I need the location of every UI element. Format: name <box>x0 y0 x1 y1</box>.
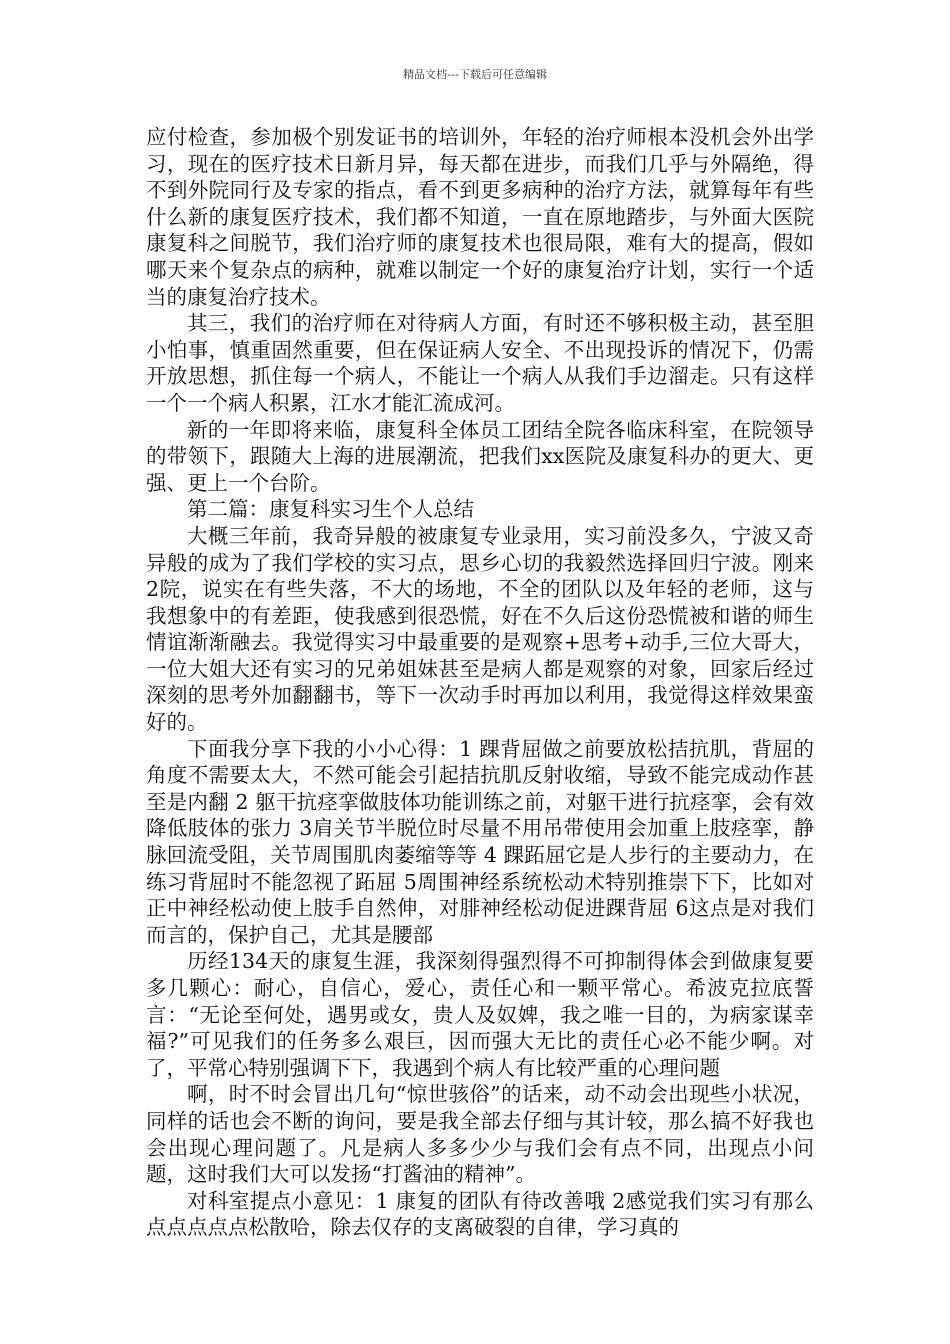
paragraph-3: 新的一年即将来临，康复科全体员工团结全院各临床科室，在院领导的带领下，跟随大上海的进展潮流，把我们xx医院及康复科办的更大、更强、更上一个台阶。 <box>146 417 814 495</box>
paragraph-4: 大概三年前，我奇异般的被康复专业录用，实习前没多久，宁波又奇异般的成为了我们学校的实习点，思乡心切的我毅然选择回归宁波。刚来2院，说实在有些失落，不大的场地，不全的团队以及年轻的老师，这与我想象中的有差距，使我感到很恐慌，好在不久后这份恐慌被和谐的师生情谊渐渐融去。我觉得实习中最重要的是观察+思考+动手,三位大哥大，一位大姐大还有实习的兄弟姐妹甚至是病人都是观察的对象，回家后经过深刻的思考外加翻翻书，等下一次动手时再加以利用，我觉得这样效果蛮好的。 <box>146 523 814 735</box>
document-body <box>146 124 814 1241</box>
paragraph-2: 其三，我们的治疗师在对待病人方面，有时还不够积极主动，甚至胆小怕事，慎重固然重要，但在保证病人安全、不出现投诉的情况下，仍需开放思想，抓住每一个病人，不能让一个病人从我们手边溜走。只有这样一个一个病人积累，江水才能汇流成河。 <box>146 311 814 415</box>
page-header: 精品文档---下载后可任意编辑 <box>403 68 547 81</box>
paragraph-5: 下面我分享下我的小小心得：1 踝背屈做之前要放松拮抗肌，背屈的角度不需要太大，不然可能会引起拮抗肌反射收缩，导致不能完成动作甚至是内翻 2 躯干抗痉挛做肢体功能训练之前，对躯干进行抗痉挛，会有效降低肢体的张力 3肩关节半脱位时尽量不用吊带使用会加重上肢痉挛，静脉回流受阻，关节周围肌肉萎缩等等 4 踝跖屈它是人步行的主要动力，在练习背屈时不能忽视了跖屈 5周围神经系统松动术特别推崇下下，比如对正中神经松动使上肢手自然伸，对腓神经松动促进踝背屈 6这点是对我们而言的，保护自己，尤其是腰部 <box>146 736 814 947</box>
paragraph-1: 应付检查，参加极个别发证书的培训外，年轻的治疗师根本没机会外出学习，现在的医疗技术日新月异，每天都在进步，而我们几乎与外隔绝，得不到外院同行及专家的指点，看不到更多病种的治疗方法，就算每年有些什么新的康复医疗技术，我们都不知道，一直在原地踏步，与外面大医院康复科之间脱节，我们治疗师的康复技术也很局限，难有大的提高，假如哪天来个复杂点的病种，就难以制定一个好的康复治疗计划，实行一个适当的康复治疗技术。 <box>146 125 814 309</box>
paragraph-8: 对科室提点小意见：1 康复的团队有待改善哦 2感觉我们实习有那么点点点点点松散哈，除去仅存的支离破裂的自律，学习真的 <box>146 1188 814 1240</box>
paragraph-7: 啊，时不时会冒出几句“惊世骇俗”的话来，动不动会出现些小状况，同样的话也会不断的询问，要是我全部去仔细与其计较，那么搞不好我也会出现心理问题了。凡是病人多多少少与我们会有点不同，出现点小问题，这时我们大可以发扬“打酱油的精神”。 <box>146 1082 814 1187</box>
section-heading: 第二篇：康复科实习生个人总结 <box>187 497 474 522</box>
paragraph-6: 历经134天的康复生涯，我深刻得强烈得不可抑制得体会到做康复要多几颗心：耐心，自信心，爱心，责任心和一颗平常心。希波克拉底誓言：“无论至何处，遇男或女，贵人及奴婢，我之唯一目的，为病家谋幸福?”可见我们的任务多么艰巨，因而强大无比的责任心必不能少啊。对了，平常心特别强调下下，我遇到个病人有比较严重的心理问题 <box>146 949 814 1080</box>
